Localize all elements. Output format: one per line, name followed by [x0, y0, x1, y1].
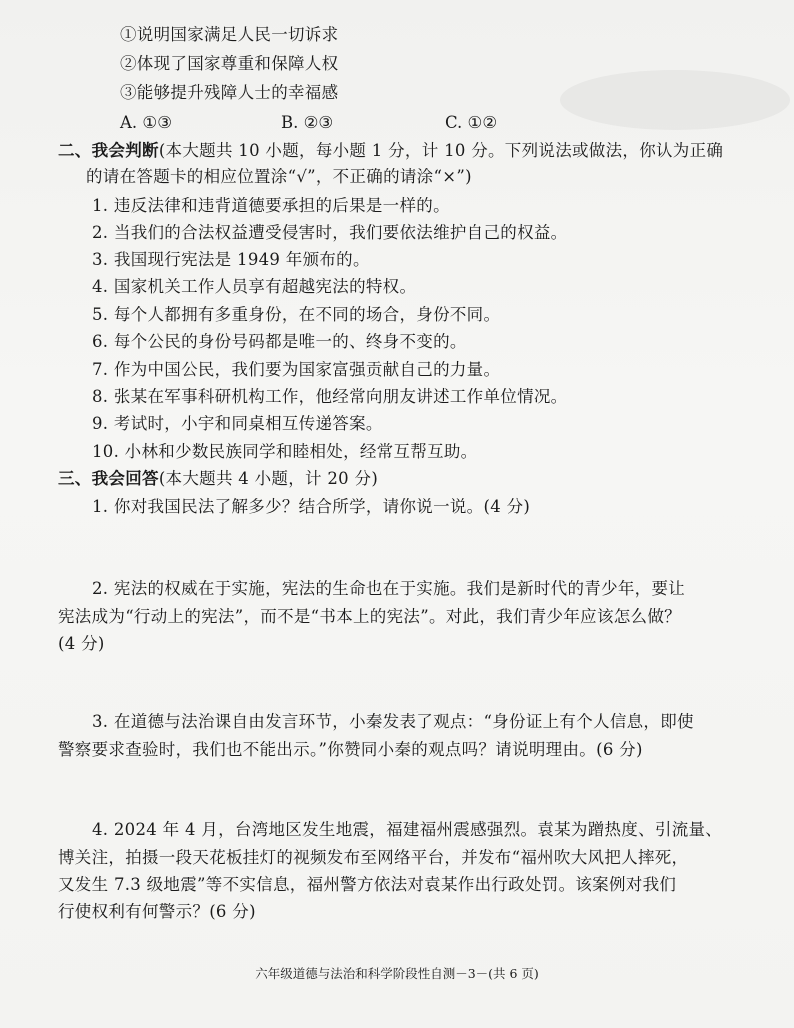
- question-2-line-3: (4 分): [58, 634, 105, 653]
- question-4-line-1: 4. 2024 年 4 月，台湾地区发生地震，福建福州震感强烈。袁某为蹭热度、引流量、: [92, 820, 723, 839]
- option-3: ③能够提升残障人士的幸福感: [120, 83, 339, 102]
- judge-item-4: 4. 国家机关工作人员享有超越宪法的特权。: [92, 277, 417, 296]
- question-2-line-1: 2. 宪法的权威在于实施，宪法的生命也在于实施。我们是新时代的青少年，要让: [92, 579, 686, 598]
- question-4-line-2: 博关注，拍摄一段天花板挂灯的视频发布至网络平台，并发布“福州吹大风把人摔死，: [58, 848, 689, 867]
- judge-item-3: 3. 我国现行宪法是 1949 年颁布的。: [92, 250, 370, 269]
- question-4-line-4: 行使权利有何警示？(6 分): [58, 902, 256, 921]
- judge-item-10: 10. 小林和少数民族同学和睦相处，经常互帮互助。: [92, 442, 478, 461]
- judge-item-1: 1. 违反法律和违背道德要承担的后果是一样的。: [92, 196, 450, 215]
- section2-desc: (本大题共 10 小题，每小题 1 分，计 10 分。下列说法或做法，你认为正确: [158, 141, 724, 160]
- question-3-line-2: 警察要求查验时，我们也不能出示。”你赞同小秦的观点吗？请说明理由。(6 分): [58, 740, 643, 759]
- judge-item-2: 2. 当我们的合法权益遭受侵害时，我们要依法维护自己的权益。: [92, 223, 568, 242]
- choice-b: B. ②③: [281, 113, 334, 132]
- question-1: 1. 你对我国民法了解多少？结合所学，请你说一说。(4 分): [92, 497, 531, 516]
- question-4-line-3: 又发生 7.3 级地震”等不实信息，福州警方依法对袁某作出行政处罚。该案例对我们: [58, 875, 677, 894]
- section3-desc: (本大题共 4 小题，计 20 分): [158, 469, 379, 488]
- choice-c: C. ①②: [445, 113, 498, 132]
- judge-item-8: 8. 张某在军事科研机构工作，他经常向朋友讲述工作单位情况。: [92, 387, 568, 406]
- judge-item-7: 7. 作为中国公民，我们要为国家富强贡献自己的力量。: [92, 360, 501, 379]
- option-2: ②体现了国家尊重和保障人权: [120, 54, 339, 73]
- scan-smudge: [560, 70, 790, 130]
- judge-item-5: 5. 每个人都拥有多重身份，在不同的场合，身份不同。: [92, 305, 501, 324]
- page-footer: 六年级道德与法治和科学阶段性自测－3－(共 6 页): [255, 966, 539, 981]
- option-1: ①说明国家满足人民一切诉求: [120, 25, 339, 44]
- choice-a: A. ①③: [120, 113, 172, 132]
- section2-heading: 二、我会判断: [58, 141, 159, 160]
- section2-desc-cont: 的请在答题卡的相应位置涂“√”，不正确的请涂“×”): [86, 167, 472, 186]
- section2-header: [58, 140, 723, 162]
- question-2-line-2: 宪法成为“行动上的宪法”，而不是“书本上的宪法”。对此，我们青少年应该怎么做？: [58, 607, 681, 626]
- section3-heading: 三、我会回答: [58, 469, 159, 488]
- judge-item-9: 9. 考试时，小宇和同桌相互传递答案。: [92, 414, 383, 433]
- section3-header: [58, 468, 378, 490]
- question-3-line-1: 3. 在道德与法治课自由发言环节，小秦发表了观点：“身份证上有个人信息，即使: [92, 712, 694, 731]
- judge-item-6: 6. 每个公民的身份号码都是唯一的、终身不变的。: [92, 332, 467, 351]
